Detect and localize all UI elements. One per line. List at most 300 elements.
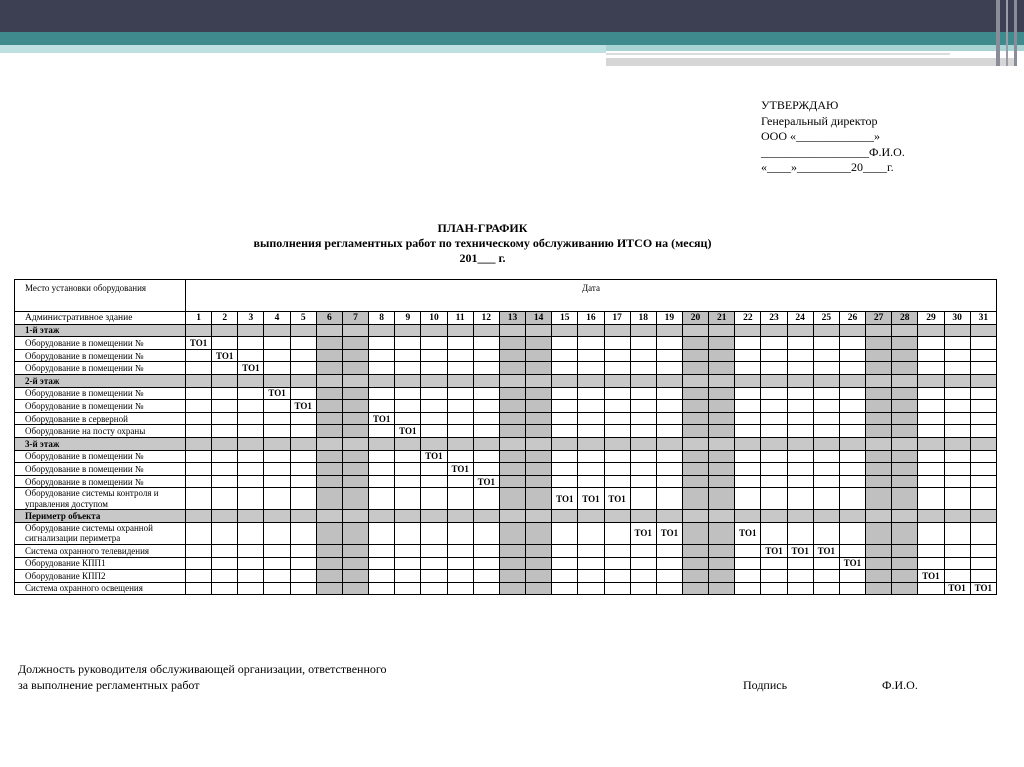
day-cell <box>761 374 787 387</box>
day-cell <box>212 570 238 583</box>
day-cell <box>264 450 290 463</box>
day-cell <box>604 557 630 570</box>
day-cell <box>264 582 290 595</box>
day-cell <box>552 374 578 387</box>
day-cell <box>395 450 421 463</box>
day-cell <box>839 510 865 523</box>
day-cell <box>316 324 342 337</box>
day-cell <box>735 349 761 362</box>
day-header: 26 <box>839 312 865 325</box>
day-cell <box>552 387 578 400</box>
day-cell <box>761 425 787 438</box>
day-cell <box>918 400 944 413</box>
day-cell <box>944 425 970 438</box>
day-cell <box>473 582 499 595</box>
day-cell <box>290 450 316 463</box>
day-header: 31 <box>970 312 996 325</box>
day-cell <box>892 463 918 476</box>
day-cell <box>787 349 813 362</box>
day-cell <box>604 544 630 557</box>
day-cell <box>944 557 970 570</box>
day-cell <box>395 557 421 570</box>
day-cell <box>316 450 342 463</box>
maintenance-mark: ТО1 <box>421 450 447 463</box>
day-cell <box>839 412 865 425</box>
day-header: 3 <box>238 312 264 325</box>
day-cell <box>552 557 578 570</box>
day-cell <box>473 337 499 350</box>
day-cell <box>447 522 473 544</box>
maintenance-mark: ТО1 <box>578 488 604 510</box>
day-cell <box>186 412 212 425</box>
day-cell <box>552 510 578 523</box>
day-cell <box>578 463 604 476</box>
day-cell <box>290 349 316 362</box>
day-cell <box>264 463 290 476</box>
day-cell <box>212 437 238 450</box>
day-cell <box>264 324 290 337</box>
day-cell <box>447 510 473 523</box>
day-cell <box>918 488 944 510</box>
day-header: 1 <box>186 312 212 325</box>
day-cell <box>578 362 604 375</box>
header-accent-vertical <box>1006 0 1008 66</box>
day-header: 11 <box>447 312 473 325</box>
day-cell <box>813 324 839 337</box>
footer-line: за выполнение регламентных работ <box>18 677 200 692</box>
day-cell <box>839 324 865 337</box>
day-cell <box>866 450 892 463</box>
day-cell <box>656 362 682 375</box>
day-cell <box>839 387 865 400</box>
day-cell <box>342 374 368 387</box>
day-cell <box>526 425 552 438</box>
day-cell <box>473 437 499 450</box>
day-header: 16 <box>578 312 604 325</box>
maintenance-mark: ТО1 <box>290 400 316 413</box>
day-header: 9 <box>395 312 421 325</box>
day-cell <box>604 412 630 425</box>
table-row <box>15 387 997 400</box>
day-cell <box>761 463 787 476</box>
day-cell <box>630 510 656 523</box>
day-cell <box>918 412 944 425</box>
day-cell <box>709 570 735 583</box>
day-cell <box>421 557 447 570</box>
day-cell <box>970 362 996 375</box>
maintenance-mark: ТО1 <box>918 570 944 583</box>
maintenance-mark: ТО1 <box>656 522 682 544</box>
day-cell <box>892 400 918 413</box>
day-cell <box>421 324 447 337</box>
day-cell <box>499 374 525 387</box>
day-cell <box>735 374 761 387</box>
day-cell <box>369 450 395 463</box>
day-cell <box>944 412 970 425</box>
day-cell <box>186 374 212 387</box>
day-cell <box>918 425 944 438</box>
day-cell <box>186 349 212 362</box>
day-cell <box>212 488 238 510</box>
approval-line: УТВЕРЖДАЮ <box>761 98 839 112</box>
day-cell <box>682 387 708 400</box>
day-cell <box>970 425 996 438</box>
maintenance-mark: ТО1 <box>970 582 996 595</box>
day-cell <box>499 437 525 450</box>
day-cell <box>447 387 473 400</box>
header-accent-line <box>606 53 950 55</box>
day-cell <box>735 570 761 583</box>
day-cell <box>709 510 735 523</box>
day-cell <box>813 450 839 463</box>
day-header: 15 <box>552 312 578 325</box>
day-cell <box>578 387 604 400</box>
day-cell <box>735 362 761 375</box>
day-cell <box>212 412 238 425</box>
day-cell <box>526 510 552 523</box>
day-cell <box>499 412 525 425</box>
day-cell <box>369 374 395 387</box>
day-cell <box>499 570 525 583</box>
day-cell <box>369 570 395 583</box>
day-cell <box>342 544 368 557</box>
day-cell <box>499 544 525 557</box>
table-row <box>15 349 997 362</box>
day-cell <box>238 400 264 413</box>
maintenance-mark: ТО1 <box>238 362 264 375</box>
day-cell <box>892 488 918 510</box>
day-cell <box>342 387 368 400</box>
day-cell <box>839 522 865 544</box>
day-cell <box>369 463 395 476</box>
day-cell <box>473 570 499 583</box>
day-cell <box>395 570 421 583</box>
day-cell <box>709 362 735 375</box>
day-cell <box>473 522 499 544</box>
day-cell <box>656 570 682 583</box>
day-cell <box>342 324 368 337</box>
day-cell <box>892 362 918 375</box>
day-cell <box>892 437 918 450</box>
day-cell <box>473 324 499 337</box>
day-cell <box>656 544 682 557</box>
title-line-subtitle: выполнения регламентных работ по техническому обслуживанию ИТСО на (месяц) <box>253 236 712 250</box>
day-cell <box>186 522 212 544</box>
maintenance-mark: ТО1 <box>552 488 578 510</box>
day-cell <box>761 362 787 375</box>
day-cell <box>787 425 813 438</box>
day-cell <box>290 324 316 337</box>
day-header: 28 <box>892 312 918 325</box>
day-cell <box>395 412 421 425</box>
day-cell <box>212 387 238 400</box>
day-cell <box>604 437 630 450</box>
day-cell <box>709 324 735 337</box>
day-cell <box>473 450 499 463</box>
header-accent-vertical <box>1014 0 1017 66</box>
day-cell <box>787 337 813 350</box>
day-cell <box>761 437 787 450</box>
day-cell <box>186 510 212 523</box>
day-cell <box>761 522 787 544</box>
day-cell <box>970 412 996 425</box>
day-cell <box>839 450 865 463</box>
day-cell <box>212 362 238 375</box>
day-cell <box>447 425 473 438</box>
day-cell <box>761 510 787 523</box>
fio-label: Ф.И.О. <box>882 678 918 692</box>
day-cell <box>656 374 682 387</box>
day-header: 23 <box>761 312 787 325</box>
day-cell <box>369 349 395 362</box>
day-cell <box>682 374 708 387</box>
day-cell <box>421 425 447 438</box>
day-cell <box>369 387 395 400</box>
day-cell <box>892 450 918 463</box>
day-cell <box>944 337 970 350</box>
day-cell <box>656 488 682 510</box>
day-cell <box>290 522 316 544</box>
day-cell <box>369 437 395 450</box>
title-line-year: 201___ г. <box>459 251 506 265</box>
day-cell <box>604 522 630 544</box>
day-header: 2 <box>212 312 238 325</box>
day-cell <box>447 337 473 350</box>
day-cell <box>186 582 212 595</box>
day-cell <box>682 362 708 375</box>
day-cell <box>421 475 447 488</box>
row-label: Оборудование в помещении № <box>15 463 186 476</box>
day-cell <box>212 544 238 557</box>
day-cell <box>499 475 525 488</box>
day-cell <box>421 544 447 557</box>
day-cell <box>604 570 630 583</box>
day-cell <box>866 374 892 387</box>
day-cell <box>316 337 342 350</box>
day-cell <box>944 437 970 450</box>
day-cell <box>813 425 839 438</box>
day-cell <box>212 475 238 488</box>
day-cell <box>342 349 368 362</box>
row-label: Оборудование в помещении № <box>15 362 186 375</box>
day-cell <box>813 400 839 413</box>
day-cell <box>578 510 604 523</box>
day-cell <box>761 450 787 463</box>
day-cell <box>473 349 499 362</box>
day-cell <box>787 324 813 337</box>
day-header: 17 <box>604 312 630 325</box>
day-cell <box>892 522 918 544</box>
day-header: 25 <box>813 312 839 325</box>
day-cell <box>238 557 264 570</box>
day-cell <box>813 522 839 544</box>
day-cell <box>604 337 630 350</box>
day-cell <box>552 437 578 450</box>
day-cell <box>552 412 578 425</box>
day-cell <box>552 450 578 463</box>
day-cell <box>499 400 525 413</box>
day-cell <box>316 544 342 557</box>
day-cell <box>866 349 892 362</box>
day-cell <box>735 488 761 510</box>
day-cell <box>526 337 552 350</box>
section-label: 3-й этаж <box>15 437 186 450</box>
day-cell <box>447 544 473 557</box>
section-label: 2-й этаж <box>15 374 186 387</box>
day-cell <box>944 570 970 583</box>
day-cell <box>186 450 212 463</box>
maintenance-mark: ТО1 <box>369 412 395 425</box>
day-cell <box>970 463 996 476</box>
day-cell <box>839 582 865 595</box>
day-cell <box>238 387 264 400</box>
day-cell <box>238 324 264 337</box>
day-cell <box>473 387 499 400</box>
day-cell <box>761 387 787 400</box>
day-cell <box>290 412 316 425</box>
day-cell <box>342 522 368 544</box>
day-cell <box>761 349 787 362</box>
day-header: 13 <box>499 312 525 325</box>
day-cell <box>630 570 656 583</box>
day-cell <box>526 387 552 400</box>
day-cell <box>918 337 944 350</box>
maintenance-mark: ТО1 <box>447 463 473 476</box>
day-cell <box>866 582 892 595</box>
day-cell <box>238 488 264 510</box>
day-cell <box>526 374 552 387</box>
day-cell <box>682 337 708 350</box>
day-header: 18 <box>630 312 656 325</box>
day-cell <box>578 522 604 544</box>
day-cell <box>866 387 892 400</box>
day-cell <box>499 488 525 510</box>
row-label: Оборудование КПП1 <box>15 557 186 570</box>
day-cell <box>682 510 708 523</box>
day-cell <box>918 374 944 387</box>
day-cell <box>735 463 761 476</box>
day-cell <box>447 362 473 375</box>
day-cell <box>630 557 656 570</box>
day-cell <box>552 570 578 583</box>
day-cell <box>735 337 761 350</box>
day-cell <box>447 412 473 425</box>
day-cell <box>264 425 290 438</box>
day-cell <box>944 324 970 337</box>
day-cell <box>526 582 552 595</box>
day-cell <box>421 570 447 583</box>
day-cell <box>578 400 604 413</box>
day-cell <box>787 475 813 488</box>
day-cell <box>499 387 525 400</box>
day-cell <box>735 324 761 337</box>
day-cell <box>735 437 761 450</box>
day-cell <box>604 450 630 463</box>
day-cell <box>866 488 892 510</box>
day-cell <box>552 582 578 595</box>
day-cell <box>918 522 944 544</box>
maintenance-mark: ТО1 <box>395 425 421 438</box>
table-header-row <box>15 280 997 312</box>
table-row <box>15 570 997 583</box>
day-cell <box>316 387 342 400</box>
day-cell <box>552 544 578 557</box>
day-cell <box>709 400 735 413</box>
table-days-row <box>15 312 997 325</box>
day-cell <box>630 463 656 476</box>
day-cell <box>944 349 970 362</box>
day-cell <box>316 510 342 523</box>
day-cell <box>212 425 238 438</box>
day-cell <box>578 412 604 425</box>
day-cell <box>709 374 735 387</box>
day-cell <box>630 362 656 375</box>
day-cell <box>682 450 708 463</box>
day-cell <box>186 400 212 413</box>
day-header: 24 <box>787 312 813 325</box>
day-cell <box>290 425 316 438</box>
day-cell <box>604 425 630 438</box>
day-cell <box>290 387 316 400</box>
day-cell <box>264 475 290 488</box>
day-cell <box>473 544 499 557</box>
day-cell <box>630 582 656 595</box>
day-cell <box>709 488 735 510</box>
day-cell <box>473 425 499 438</box>
day-cell <box>604 349 630 362</box>
day-cell <box>316 570 342 583</box>
building-label: Административное здание <box>15 312 186 325</box>
day-cell <box>369 324 395 337</box>
day-cell <box>892 324 918 337</box>
header-accent-vertical <box>996 0 1000 66</box>
day-cell <box>342 450 368 463</box>
day-cell <box>813 362 839 375</box>
section-row <box>15 374 997 387</box>
day-cell <box>238 463 264 476</box>
day-cell <box>526 488 552 510</box>
day-cell <box>630 488 656 510</box>
day-cell <box>526 463 552 476</box>
header-band-teal <box>0 32 1024 45</box>
day-cell <box>761 412 787 425</box>
day-cell <box>892 557 918 570</box>
day-header: 27 <box>866 312 892 325</box>
row-label: Оборудование в помещении № <box>15 475 186 488</box>
day-cell <box>238 582 264 595</box>
day-cell <box>395 337 421 350</box>
day-cell <box>735 387 761 400</box>
title-line-main: ПЛАН-ГРАФИК <box>437 221 528 235</box>
day-cell <box>682 425 708 438</box>
day-cell <box>212 324 238 337</box>
day-cell <box>526 400 552 413</box>
day-cell <box>813 510 839 523</box>
day-cell <box>473 374 499 387</box>
day-cell <box>761 324 787 337</box>
day-cell <box>709 349 735 362</box>
approval-block <box>761 98 905 176</box>
day-cell <box>630 544 656 557</box>
day-cell <box>290 544 316 557</box>
day-cell <box>709 582 735 595</box>
day-cell <box>813 337 839 350</box>
day-cell <box>264 400 290 413</box>
day-cell <box>918 349 944 362</box>
day-cell <box>761 570 787 583</box>
day-cell <box>787 488 813 510</box>
day-cell <box>970 475 996 488</box>
